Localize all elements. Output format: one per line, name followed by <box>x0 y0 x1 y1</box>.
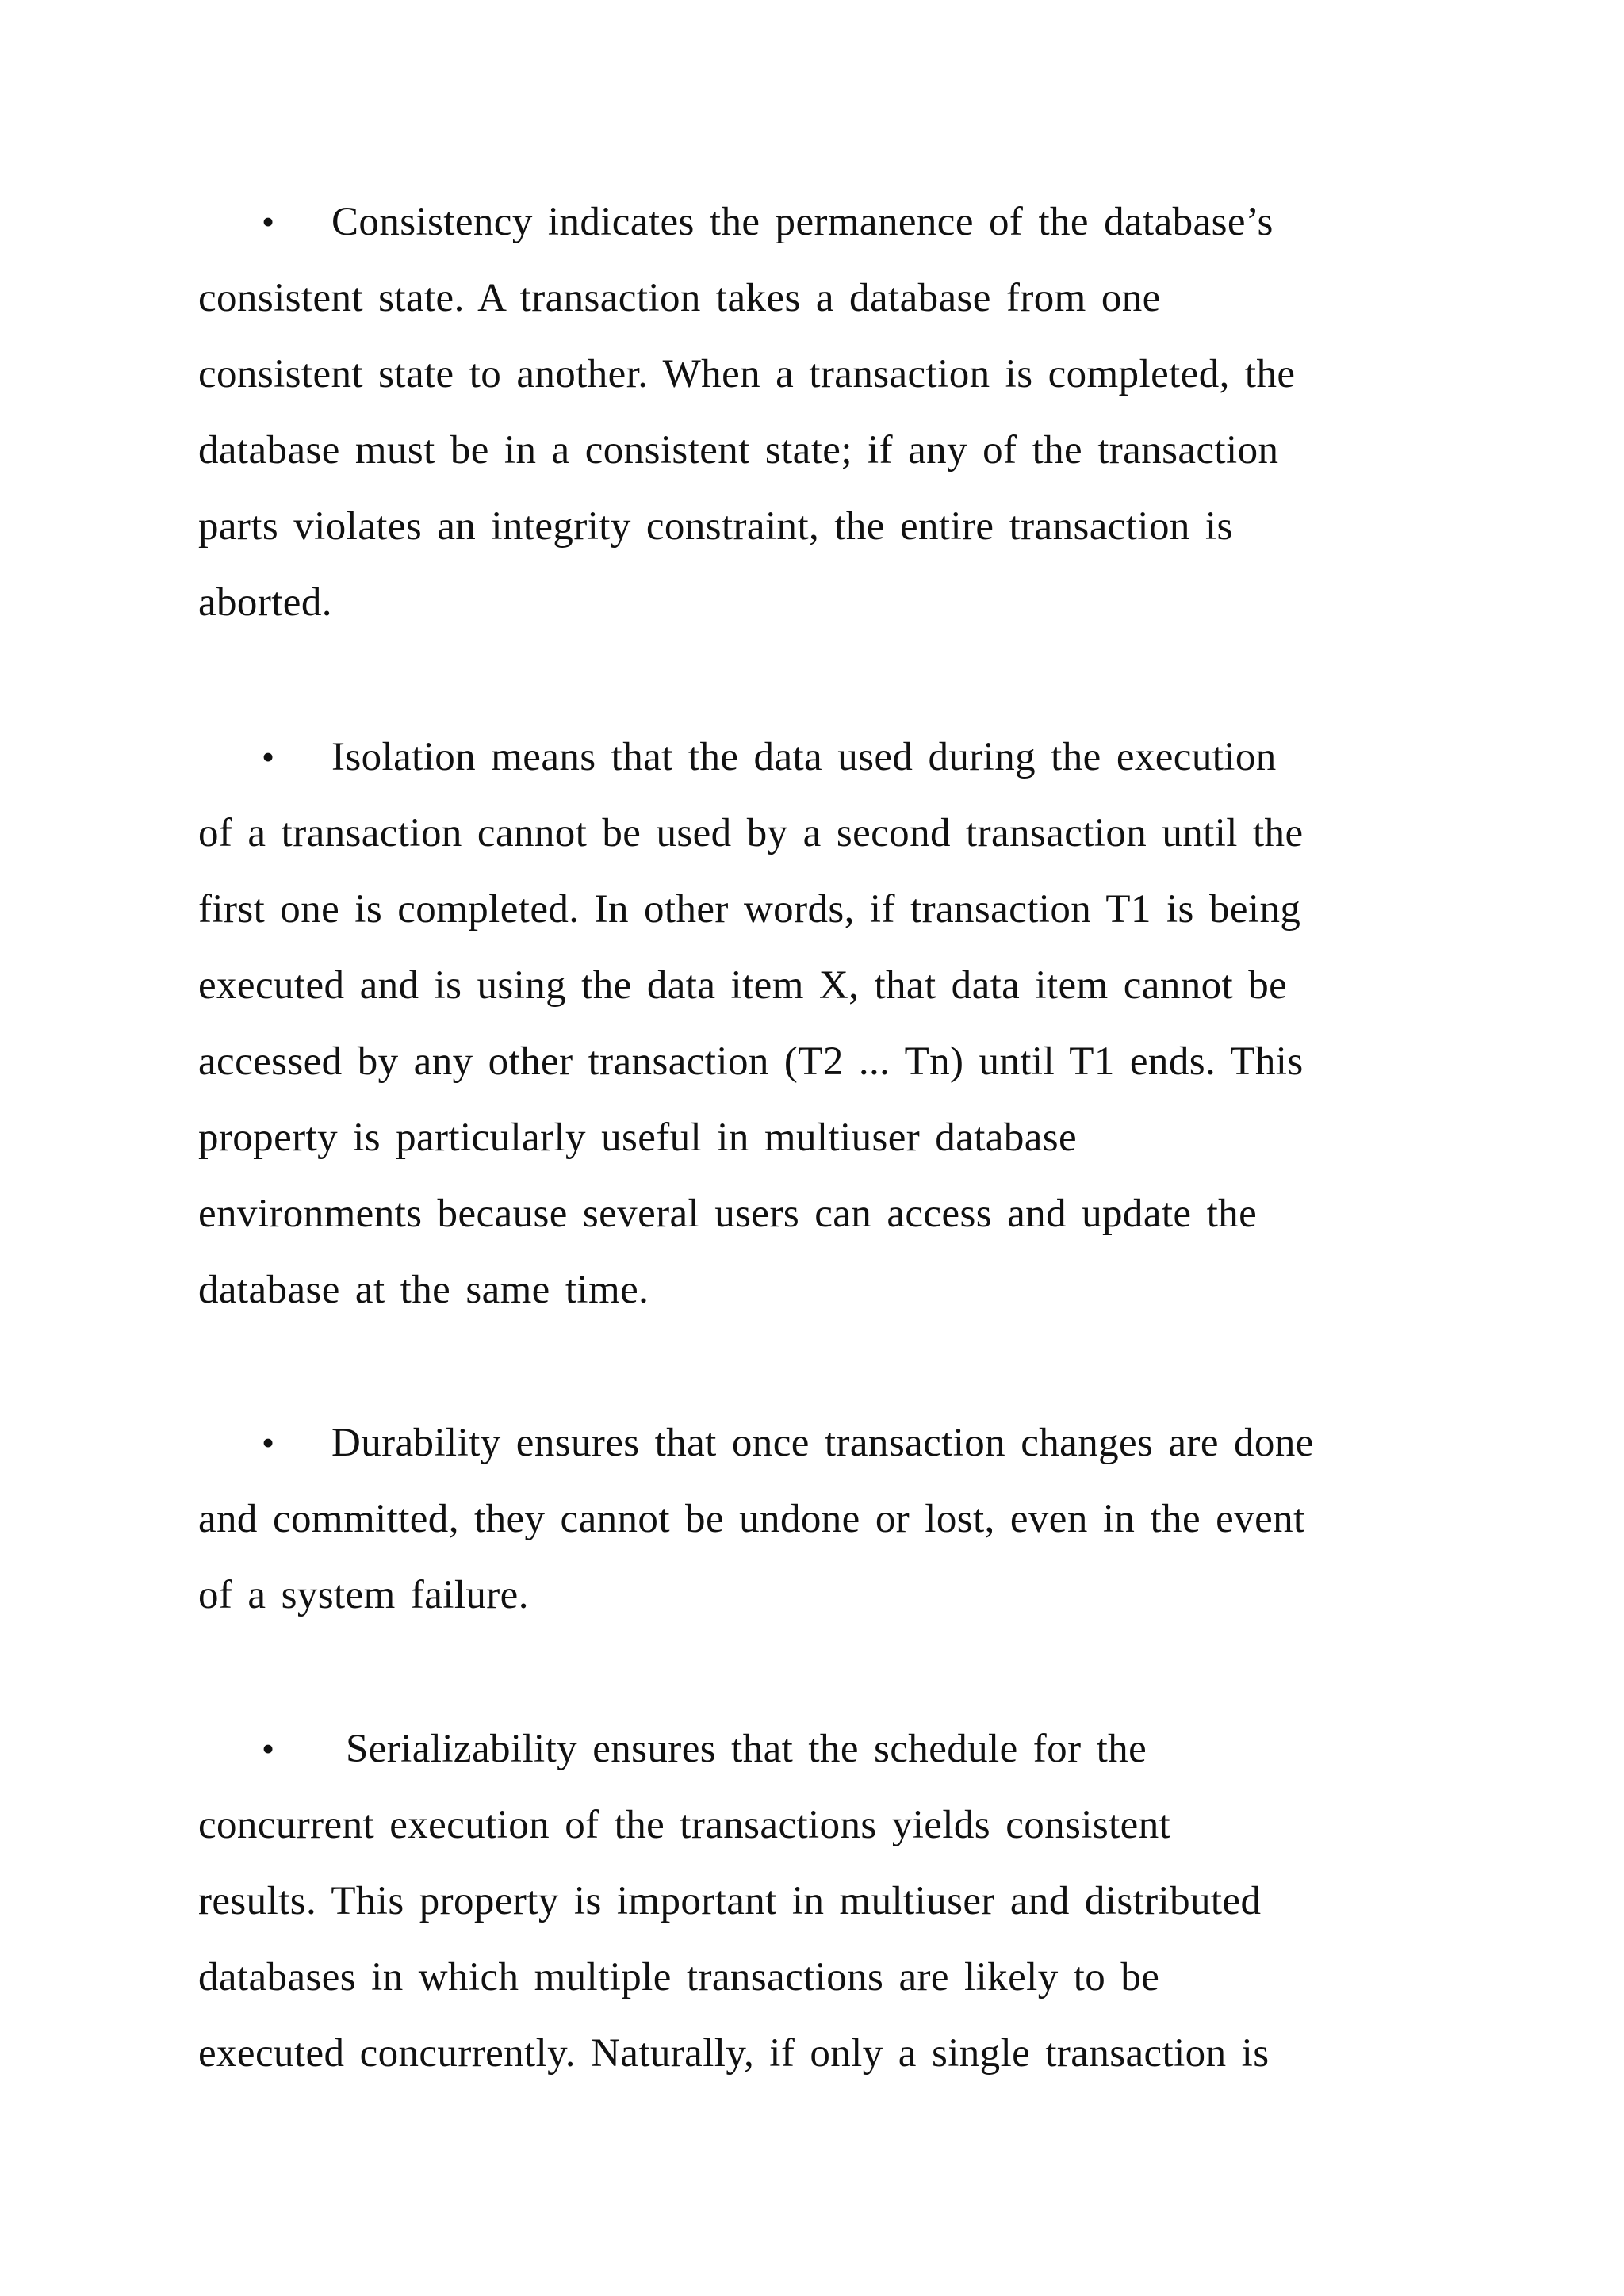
text-line: aborted. <box>198 580 332 625</box>
text-line: parts violates an integrity constraint, the entire transaction is <box>198 504 1233 549</box>
text-line: executed concurrently. Naturally, if only a single transaction is <box>198 2031 1270 2076</box>
text-line: database at the same time. <box>198 1268 649 1312</box>
bullet-icon: • <box>262 737 275 777</box>
text-line: and committed, they cannot be undone or lost, even in the event <box>198 1497 1305 1541</box>
text-line: property is particularly useful in multiuser database <box>198 1115 1078 1160</box>
text-line: concurrent execution of the transactions yields consistent <box>198 1803 1171 1847</box>
text-line: first one is completed. In other words, if transaction T1 is being <box>198 887 1301 932</box>
text-line: of a transaction cannot be used by a second transaction until the <box>198 811 1304 855</box>
text-line: database must be in a consistent state; if any of the transaction <box>198 428 1279 473</box>
text-line: Isolation means that the data used during the execution <box>331 735 1277 779</box>
text-line: results. This property is important in multiuser and distributed <box>198 1879 1262 1923</box>
text-line: databases in which multiple transactions are likely to be <box>198 1955 1160 1999</box>
text-line: Serializability ensures that the schedule for the <box>346 1727 1147 1771</box>
text-line: accessed by any other transaction (T2 ... Tn) until T1 ends. This <box>198 1039 1304 1084</box>
text-line: environments because several users can access and update the <box>198 1192 1258 1236</box>
text-line: Durability ensures that once transaction changes are done <box>331 1421 1314 1465</box>
bullet-icon: • <box>262 1422 275 1463</box>
text-line: consistent state to another. When a transaction is completed, the <box>198 352 1296 396</box>
bullet-icon: • <box>262 201 275 242</box>
text-line: of a system failure. <box>198 1573 529 1617</box>
text-line: executed and is using the data item X, that data item cannot be <box>198 963 1288 1008</box>
bullet-icon: • <box>262 1728 275 1769</box>
text-line: consistent state. A transaction takes a database from one <box>198 276 1161 320</box>
text-line: Consistency indicates the permanence of the database’s <box>331 200 1274 244</box>
